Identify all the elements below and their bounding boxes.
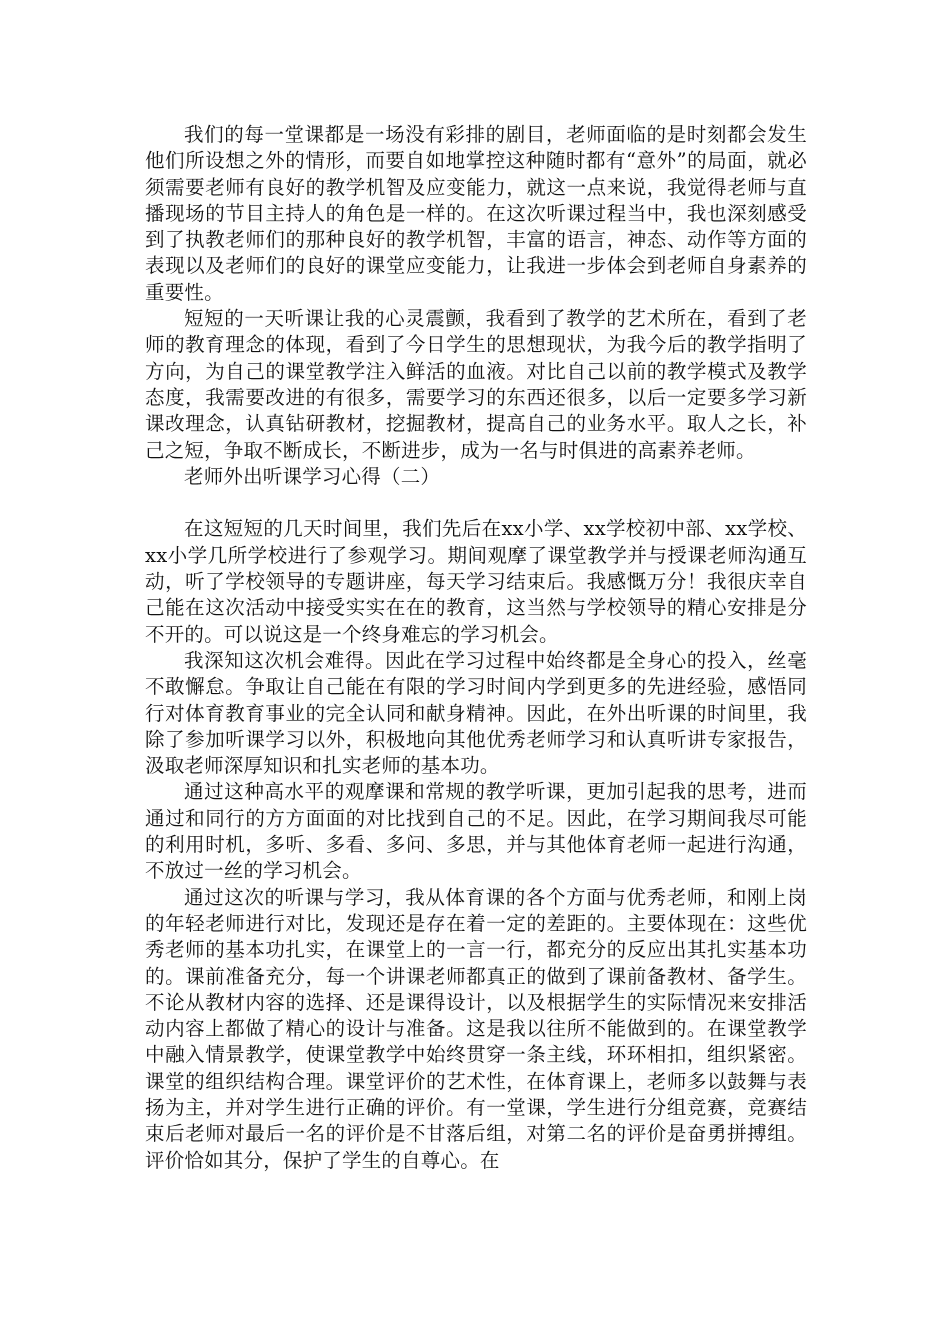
blank-line <box>145 490 807 516</box>
paragraph-teaching-wisdom: 我们的每一堂课都是一场没有彩排的剧目，老师面临的是时刻都会发生他们所设想之外的情形，而要自如地掌控这种随时都有“意外”的局面，就必须需要老师有良好的教学机智及应变能力，就这一点来说，我觉得老师与直播现场的节目主持人的角色是一样的。在这次听课过程当中，我也深刻感受到了执教老师们的那种良好的教学机智，丰富的语言，神态、动作等方面的表现以及老师们的良好的课堂应变能力，让我进一步体会到老师自身素养的重要性。 <box>145 123 807 304</box>
paragraph-visit-schools: 在这短短的几天时间里，我们先后在xx小学、xx学校初中部、xx学校、xx小学几所学校进行了参观学习。期间观摩了课堂教学并与授课老师沟通互动，听了学校领导的专题讲座，每天学习结束后。我感慨万分！我很庆幸自己能在这次活动中接受实实在在的教育，这当然与学校领导的精心安排是分不开的。可以说这是一个终身难忘的学习机会。 <box>145 517 807 646</box>
paragraph-reflection: 短短的一天听课让我的心灵震颤，我看到了教学的艺术所在，看到了老师的教育理念的体现，看到了今日学生的思想现状，为我今后的教学指明了方向，为自己的课堂教学注入鲜活的血液。对比自己以前的教学模式及教学态度，我需要改进的有很多，需要学习的东西还很多，以后一定要多学习新课改理念，认真钻研教材，挖掘教材，提高自己的业务水平。取人之长，补己之短，争取不断成长，不断进步，成为一名与时俱进的高素养老师。 <box>145 307 807 462</box>
paragraph-comparison: 通过这次的听课与学习，我从体育课的各个方面与优秀老师，和刚上岗的年轻老师进行对比，发现还是存在着一定的差距的。主要体现在：这些优秀老师的基本功扎实，在课堂上的一言一行，都充分的反应出其扎实基本功的。课前准备充分，每一个讲课老师都真正的做到了课前备教材、备学生。不论从教材内容的选择、还是课得设计，以及根据学生的实际情况来安排活动内容上都做了精心的设计与准备。这是我以往所不能做到的。在课堂教学中融入情景教学，使课堂教学中始终贯穿一条主线，环环相扣，组织紧密。课堂的组织结构合理。课堂评价的艺术性，在体育课上，老师多以鼓舞与表扬为主，并对学生进行正确的评价。有一堂课，学生进行分组竞赛，竞赛结束后老师对最后一名的评价是不甘落后组，对第二名的评价是奋勇拼搏组。评价恰如其分，保护了学生的自尊心。在 <box>145 885 807 1172</box>
paragraph-opportunity: 我深知这次机会难得。因此在学习过程中始终都是全身心的投入，丝毫不敢懈怠。争取让自己能在有限的学习时间内学到更多的先进经验，感悟同行对体育教育事业的完全认同和献身精神。因此，在外出听课的时间里，我除了参加听课学习以外，积极地向其他优秀老师学习和认真听讲专家报告，汲取老师深厚知识和扎实老师的基本功。 <box>145 648 807 778</box>
section-title: 老师外出听课学习心得（二） <box>184 464 441 488</box>
paragraph-observation: 通过这种高水平的观摩课和常规的教学听课，更加引起我的思考，进而通过和同行的方方面面的对比找到自己的不足。因此，在学习期间我尽可能的利用时机，多听、多看、多问、多思，并与其他体育老师一起进行沟通，不放过一丝的学习机会。 <box>145 780 807 883</box>
document-body <box>145 122 807 1174</box>
